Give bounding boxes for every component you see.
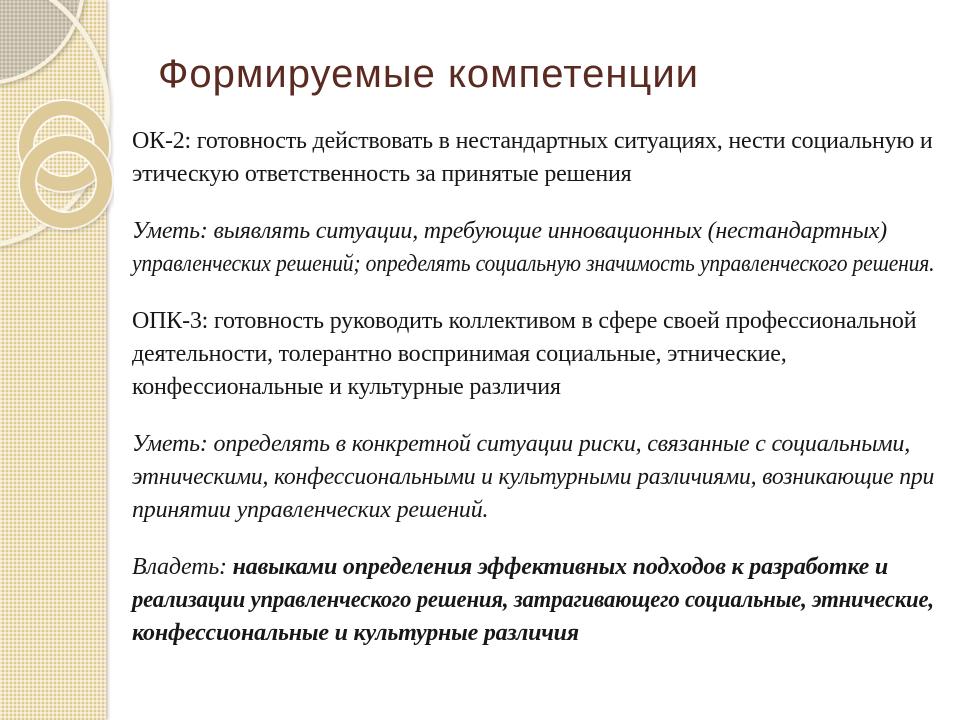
text-line: конфессиональные и культурные различия bbox=[132, 620, 579, 646]
text-line: Уметь: определять в конкретной ситуации риски, связанные с социальными, bbox=[132, 431, 910, 457]
paragraph-opk3 bbox=[132, 305, 938, 404]
text-line: ОПК-3: готовность руководить коллективом в сфере своей профессиональной bbox=[132, 308, 917, 334]
text-line: ОК-2: готовность действовать в нестандартных ситуациях, нести социальную и bbox=[132, 128, 933, 154]
text-line: принятии управленческих решений. bbox=[132, 497, 489, 523]
text-line: конфессиональные и культурные различия bbox=[132, 374, 561, 400]
vladet-lead: Владеть: bbox=[132, 554, 233, 580]
text-line bbox=[132, 551, 888, 584]
paragraph-vladet bbox=[132, 551, 938, 650]
text-line: реализации управленческого решения, затрагивающего социальные, этнические, bbox=[132, 587, 934, 613]
slide-body bbox=[132, 125, 938, 650]
paragraph-ok2 bbox=[132, 125, 938, 191]
text-line: Уметь: выявлять ситуации, требующие инновационных (нестандартных) bbox=[132, 218, 887, 244]
paragraph-umet-1 bbox=[132, 215, 938, 281]
vladet-bold-text: навыками определения эффективных подходов к разработке и bbox=[232, 554, 889, 580]
slide-title: Формируемые компетенции bbox=[158, 52, 700, 96]
paragraph-umet-2 bbox=[132, 428, 938, 527]
text-line: этническими, конфессиональными и культурными различиями, возникающие при bbox=[132, 464, 935, 490]
text-line: этическую ответственность за принятые решения bbox=[132, 161, 632, 187]
text-line: деятельности, толерантно воспринимая социальные, этнические, bbox=[132, 341, 787, 367]
text-line: управленческих решений; определять социальную значимость управленческого решения. bbox=[132, 251, 935, 277]
